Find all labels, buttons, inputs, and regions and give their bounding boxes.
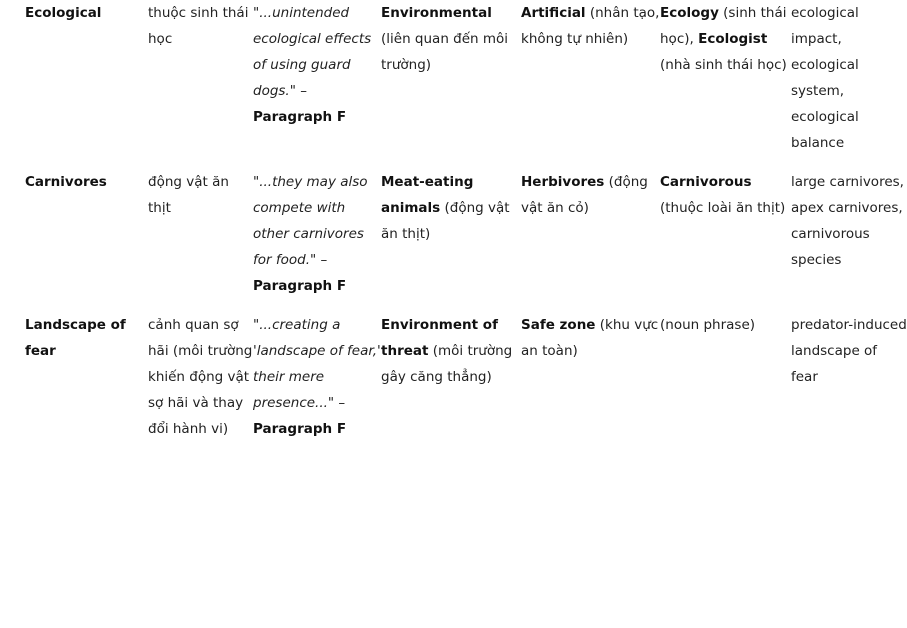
word-family-2: Ecologist — [698, 31, 768, 47]
vietnamese-cell — [145, 312, 253, 455]
word-family-1-note: (sinh thái học), — [660, 5, 787, 47]
term: Landscape of fear — [25, 317, 126, 359]
word-family-plain: (noun phrase) — [660, 317, 756, 333]
synonym: Environment of threat — [381, 317, 498, 359]
table-row — [0, 0, 907, 169]
synonym-note: (môi trường gây căng thẳng) — [381, 343, 513, 385]
synonym-note: (động vật ăn thịt) — [381, 200, 510, 242]
term-cell — [0, 312, 145, 455]
term-cell — [0, 0, 145, 169]
antonym: Artificial — [521, 5, 586, 21]
example-dash: – — [316, 252, 328, 268]
collocations: ecological impact, ecological system, ecological balance — [791, 5, 859, 151]
vietnamese-meaning: thuộc sinh thái học — [148, 5, 249, 47]
synonym-cell — [381, 312, 521, 455]
example-dash: – — [295, 83, 307, 99]
table-row — [0, 312, 907, 455]
word-family-cell — [660, 0, 791, 169]
word-family-cell — [660, 169, 791, 312]
synonym-note: (liên quan đến môi trường) — [381, 31, 509, 73]
collocations: large carnivores, apex carnivores, carnivorous species — [791, 174, 904, 268]
example-quote: "...they may also compete with other carnivores for food." — [253, 174, 368, 268]
term: Carnivores — [25, 174, 107, 190]
example-source: Paragraph F — [253, 278, 347, 294]
synonym-cell — [381, 0, 521, 169]
example-quote: "...unintended ecological effects of using guard dogs." — [253, 5, 372, 99]
example-quote: "...creating a 'landscape of fear,' their mere presence..." — [253, 317, 381, 411]
antonym: Safe zone — [521, 317, 596, 333]
collocations-cell — [791, 0, 907, 169]
example-source: Paragraph F — [253, 421, 347, 437]
synonym-cell — [381, 169, 521, 312]
example-dash: – — [334, 395, 346, 411]
word-family-1: Carnivorous — [660, 174, 752, 190]
word-family-2-note: (nhà sinh thái học) — [660, 57, 787, 73]
term: Ecological — [25, 5, 102, 21]
antonym-cell — [521, 0, 660, 169]
collocations-cell — [791, 169, 907, 312]
antonym-note: (nhân tạo, không tự nhiên) — [521, 5, 660, 47]
antonym-note: (khu vực an toàn) — [521, 317, 659, 359]
synonym: Environmental — [381, 5, 492, 21]
antonym-cell — [521, 312, 660, 455]
antonym-note: (động vật ăn cỏ) — [521, 174, 648, 216]
term-cell — [0, 169, 145, 312]
example-cell — [253, 312, 381, 455]
word-family-1-note: (thuộc loài ăn thịt) — [660, 200, 786, 216]
collocations: predator-induced landscape of fear — [791, 317, 907, 385]
synonym: Meat-eating animals — [381, 174, 474, 216]
table-row — [0, 169, 907, 312]
word-family-cell — [660, 312, 791, 455]
vietnamese-cell — [145, 0, 253, 169]
example-cell — [253, 169, 381, 312]
vietnamese-cell — [145, 169, 253, 312]
antonym: Herbivores — [521, 174, 605, 190]
word-family-1: Ecology — [660, 5, 719, 21]
vietnamese-meaning: động vật ăn thịt — [148, 174, 229, 216]
vietnamese-meaning: cảnh quan sợ hãi (môi trường khiến động vật sợ hãi và thay đổi hành vi) — [148, 317, 253, 437]
collocations-cell — [791, 312, 907, 455]
example-source: Paragraph F — [253, 109, 347, 125]
antonym-cell — [521, 169, 660, 312]
example-cell — [253, 0, 381, 169]
